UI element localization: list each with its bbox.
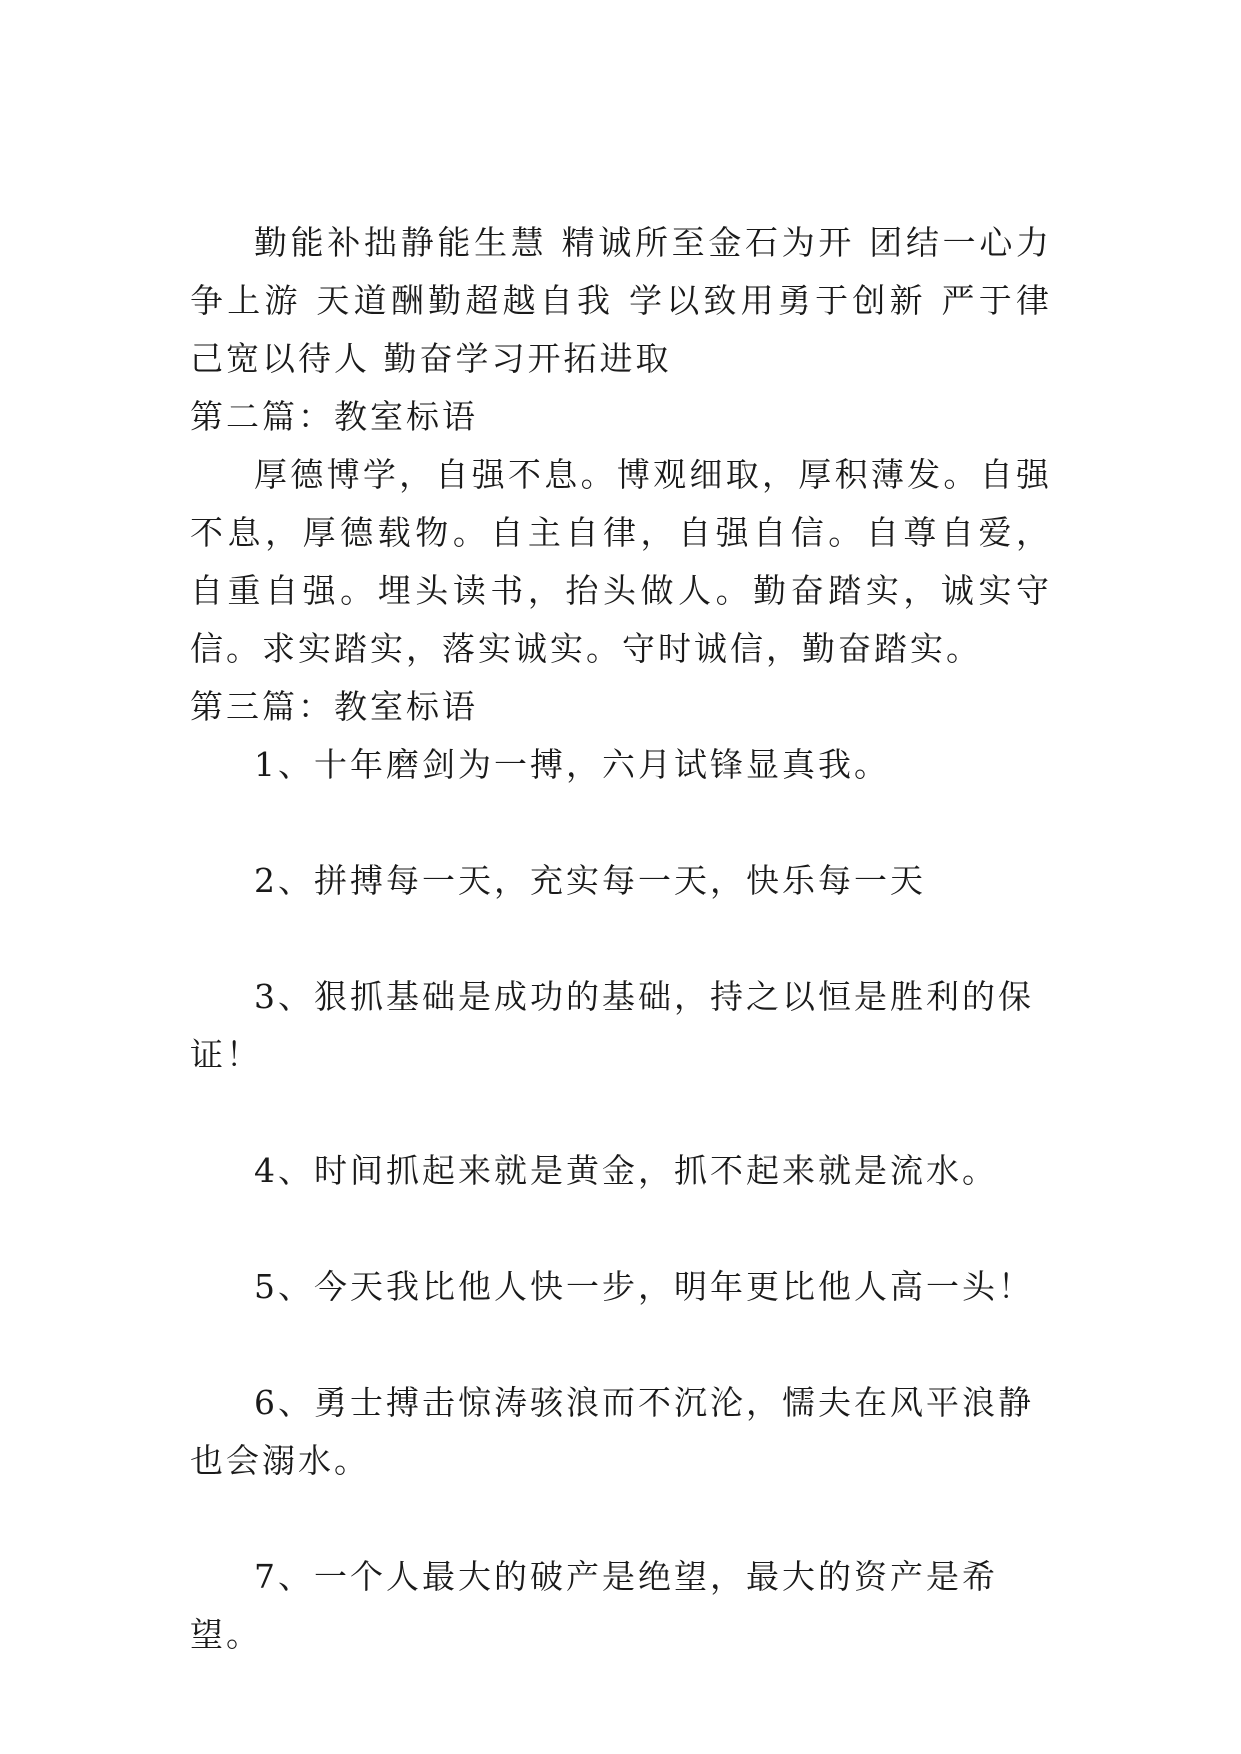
slogan-item-5: 5、今天我比他人快一步，明年更比他人高一头！ bbox=[254, 1267, 1034, 1306]
section-2-paragraph: 厚德博学，自强不息。博观细取，厚积薄发。自强不息，厚德载物。自主自律，自强自信。自尊自爱，自重自强。埋头读书，抬头做人。勤奋踏实，诚实守信。求实踏实，落实诚实。守时诚信，勤奋踏实。 bbox=[190, 455, 1052, 668]
slogan-item-7: 7、一个人最大的破产是绝望，最大的资产是希望。 bbox=[190, 1557, 998, 1654]
section-3-heading: 第三篇：教室标语 bbox=[190, 687, 478, 726]
slogan-item-1: 1、十年磨剑为一搏，六月试锋显真我。 bbox=[254, 745, 890, 784]
slogan-item-3: 3、狠抓基础是成功的基础，持之以恒是胜利的保证！ bbox=[190, 977, 1034, 1074]
slogan-item-4: 4、时间抓起来就是黄金，抓不起来就是流水。 bbox=[254, 1151, 998, 1190]
section-2-heading: 第二篇：教室标语 bbox=[190, 397, 478, 436]
intro-paragraph: 勤能补拙静能生慧 精诚所至金石为开 团结一心力争上游 天道酬勤超越自我 学以致用勇于创新 严于律己宽以待人 勤奋学习开拓进取 bbox=[190, 223, 1052, 378]
slogan-item-2: 2、拼搏每一天，充实每一天，快乐每一天 bbox=[254, 861, 926, 900]
document-body bbox=[190, 214, 1052, 1664]
slogan-item-6: 6、勇士搏击惊涛骇浪而不沉沦，懦夫在风平浪静也会溺水。 bbox=[190, 1383, 1034, 1480]
